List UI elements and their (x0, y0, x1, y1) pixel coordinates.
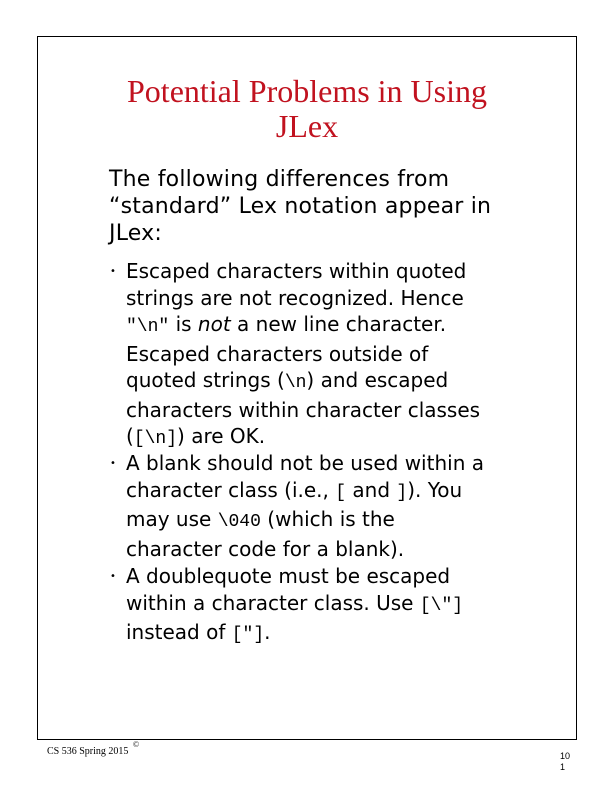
page-number-line1: 10 (560, 751, 571, 761)
slide-title-line2: JLex (275, 108, 339, 144)
slide-title-line1: Potential Problems in Using (127, 73, 487, 109)
page-number-line2: 1 (560, 762, 566, 772)
bullet-2-line3-post: (which is the (260, 507, 395, 531)
bullet-2-line4: character code for a blank). (126, 536, 405, 561)
code-escaped-quote-class: [\"] (419, 595, 464, 616)
slide-title (37, 74, 577, 144)
bullet-3-line3 (126, 619, 566, 649)
bullet-2-line2 (126, 477, 566, 507)
code-quote-class: ["] (231, 625, 265, 645)
footer-course: CS 536 Spring 2015 (47, 746, 129, 757)
intro-line2: “standard” Lex notation appear in (109, 194, 492, 219)
bullet-1-line3 (126, 311, 566, 341)
bullet-2-line1: A blank should not be used within a (126, 451, 484, 475)
bullet-1-line3-mid: is (169, 312, 198, 336)
bullet-1-line6: characters within character classes (126, 397, 481, 422)
bullet-item-2 (126, 450, 566, 562)
code-octal-blank: \040 (217, 512, 261, 532)
bullet-3-line2 (126, 590, 566, 620)
bullet-2-line2-mid: and (346, 477, 397, 502)
bullet-1-line2: strings are not recognized. Hence (126, 285, 464, 310)
bullet-1-line1: Escaped characters within quoted (126, 259, 467, 283)
intro-text (109, 166, 549, 247)
code-newline: \n (284, 373, 307, 393)
emphasis-not: not (197, 312, 231, 336)
bullet-3-line2-pre: within a character class. Use (126, 590, 420, 615)
bullet-1-line7-pre: ( (126, 424, 134, 448)
intro-line1: The following differences from (109, 167, 450, 192)
bullet-item-3 (126, 563, 566, 649)
bullet-2-line2-post: ). You (407, 477, 463, 502)
bullet-1-line5-post: ) and escaped (306, 368, 449, 392)
bullet-2-line3 (126, 506, 566, 536)
code-class-newline: [\n] (133, 429, 178, 449)
page-number (560, 751, 580, 773)
bullet-2-line3-pre: may use (126, 507, 218, 531)
bullet-1-line3-end: a new line character. (230, 312, 447, 336)
bullet-1-line7-post: ) are OK. (177, 424, 266, 448)
bullet-dot-2: • (110, 458, 116, 469)
bullet-item-1 (126, 258, 566, 453)
bullet-1-line5 (126, 367, 566, 397)
code-quoted-newline: "\n" (126, 317, 170, 337)
bullet-2-line2-pre: character class (i.e., (126, 477, 336, 502)
bullet-1-line5-pre: quoted strings ( (126, 368, 285, 392)
code-close-bracket: ] (396, 482, 408, 503)
bullet-3-line1: A doublequote must be escaped (126, 564, 451, 588)
bullet-3-line3-post: . (264, 620, 271, 644)
intro-line3: JLex: (109, 221, 162, 246)
copyright-icon: © (133, 740, 140, 749)
code-open-bracket: [ (335, 482, 347, 503)
bullet-dot-1: • (110, 266, 116, 277)
bullet-1-line7 (126, 423, 566, 453)
bullet-3-line3-pre: instead of (126, 620, 232, 644)
bullet-1-line4: Escaped characters outside of (126, 341, 429, 366)
bullet-dot-3: • (110, 571, 116, 582)
